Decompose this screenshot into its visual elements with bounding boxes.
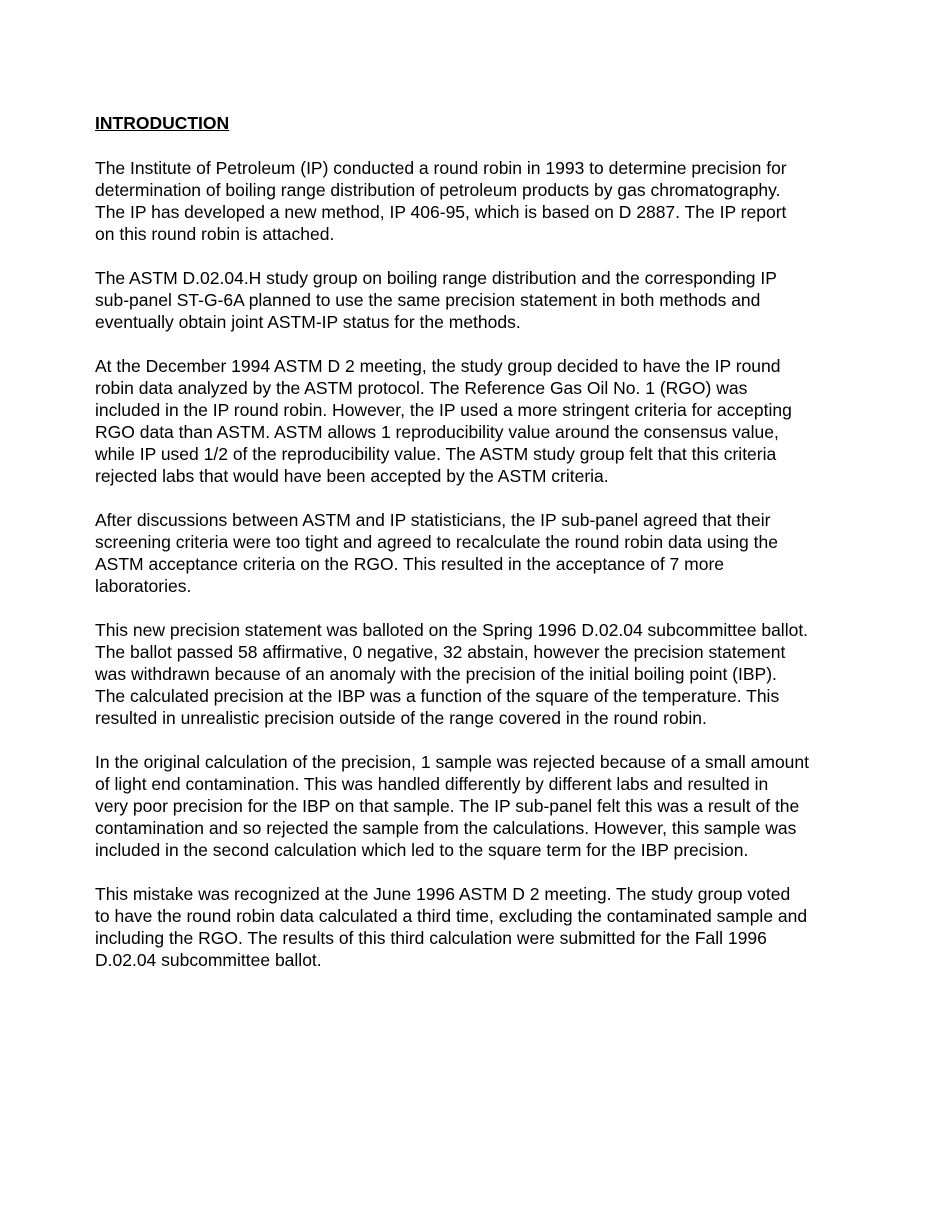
- paragraph-line: determination of boiling range distribution of petroleum products by gas chromatography.: [95, 180, 781, 200]
- body-paragraph: [95, 157, 870, 245]
- body-paragraph: [95, 267, 870, 333]
- paragraph-line: sub-panel ST-G-6A planned to use the same precision statement in both methods and: [95, 290, 761, 310]
- body-paragraph: [95, 355, 870, 487]
- paragraph-line: At the December 1994 ASTM D 2 meeting, the study group decided to have the IP round: [95, 356, 781, 376]
- body-paragraph: [95, 883, 870, 971]
- body-paragraph: [95, 751, 870, 861]
- paragraph-line: screening criteria were too tight and agreed to recalculate the round robin data using the: [95, 532, 778, 552]
- paragraph-line: The ballot passed 58 affirmative, 0 negative, 32 abstain, however the precision statement: [95, 642, 786, 662]
- paragraph-line: contamination and so rejected the sample from the calculations. However, this sample was: [95, 818, 797, 838]
- paragraph-line: resulted in unrealistic precision outside of the range covered in the round robin.: [95, 708, 707, 728]
- paragraph-line: included in the IP round robin. However, the IP used a more stringent criteria for accepting: [95, 400, 792, 420]
- paragraph-line: laboratories.: [95, 576, 192, 596]
- paragraph-line: rejected labs that would have been accepted by the ASTM criteria.: [95, 466, 609, 486]
- paragraph-line: The ASTM D.02.04.H study group on boiling range distribution and the corresponding IP: [95, 268, 777, 288]
- paragraph-line: on this round robin is attached.: [95, 224, 335, 244]
- body-paragraph: [95, 619, 870, 729]
- paragraph-line: The calculated precision at the IBP was a function of the square of the temperature. This: [95, 686, 780, 706]
- paragraph-line: while IP used 1/2 of the reproducibility value. The ASTM study group felt that this criteria: [95, 444, 777, 464]
- paragraph-line: eventually obtain joint ASTM-IP status for the methods.: [95, 312, 521, 332]
- paragraph-line: to have the round robin data calculated a third time, excluding the contaminated sample and: [95, 906, 808, 926]
- paragraph-line: D.02.04 subcommittee ballot.: [95, 950, 322, 970]
- paragraph-line: RGO data than ASTM. ASTM allows 1 reproducibility value around the consensus value,: [95, 422, 779, 442]
- paragraph-line: of light end contamination. This was handled differently by different labs and resulted in: [95, 774, 769, 794]
- paragraph-line: In the original calculation of the precision, 1 sample was rejected because of a small amount: [95, 752, 810, 772]
- paragraph-line: was withdrawn because of an anomaly with the precision of the initial boiling point (IBP).: [95, 664, 777, 684]
- paragraph-line: The IP has developed a new method, IP 406-95, which is based on D 2887. The IP report: [95, 202, 787, 222]
- paragraph-line: This mistake was recognized at the June 1996 ASTM D 2 meeting. The study group voted: [95, 884, 791, 904]
- paragraph-line: including the RGO. The results of this third calculation were submitted for the Fall 1996: [95, 928, 767, 948]
- paragraph-line: very poor precision for the IBP on that sample. The IP sub-panel felt this was a result of the: [95, 796, 800, 816]
- paragraph-line: After discussions between ASTM and IP statisticians, the IP sub-panel agreed that their: [95, 510, 771, 530]
- paragraph-line: included in the second calculation which led to the square term for the IBP precision.: [95, 840, 749, 860]
- paragraph-line: robin data analyzed by the ASTM protocol. The Reference Gas Oil No. 1 (RGO) was: [95, 378, 748, 398]
- document-body: [95, 112, 870, 993]
- section-heading: INTRODUCTION: [95, 113, 230, 133]
- paragraph-line: This new precision statement was balloted on the Spring 1996 D.02.04 subcommittee ballot.: [95, 620, 809, 640]
- paragraph-line: ASTM acceptance criteria on the RGO. This resulted in the acceptance of 7 more: [95, 554, 725, 574]
- body-paragraph: [95, 509, 870, 597]
- paragraph-list: [95, 157, 870, 971]
- paragraph-line: The Institute of Petroleum (IP) conducted a round robin in 1993 to determine precision for: [95, 158, 787, 178]
